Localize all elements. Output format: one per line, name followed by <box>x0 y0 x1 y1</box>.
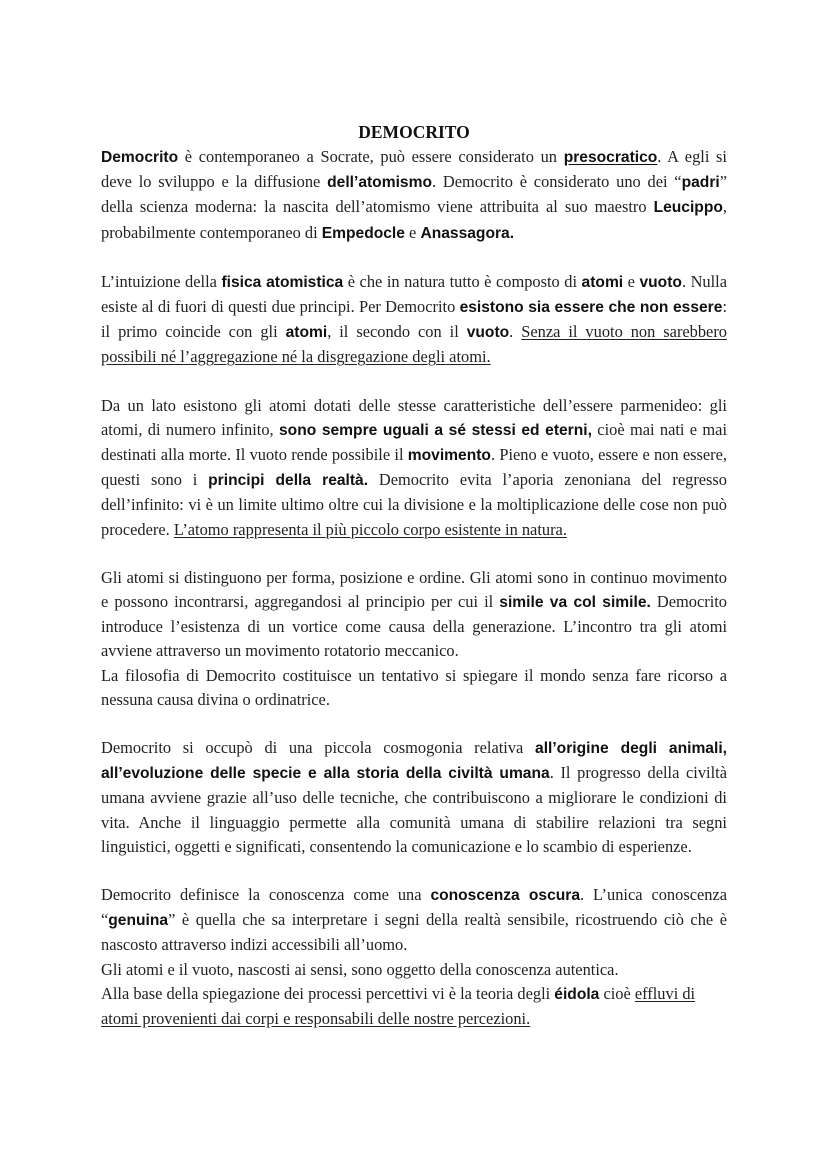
paragraph-filosofia-democrito: La filosofia di Democrito costituisce un tentativo si spiegare il mondo senza fare ricorso a nessuna causa divina o ordinatrice. <box>101 665 727 709</box>
bold-term: esistono sia essere che non essere <box>459 299 723 317</box>
bold-term: movimento <box>407 447 491 465</box>
bold-term: atomi <box>581 273 624 291</box>
bold-term: Anassagora. <box>420 224 515 242</box>
text-span: e <box>404 222 421 242</box>
bold-term: dell’atomismo <box>327 174 432 192</box>
text-span: . Il progresso della civiltà umana avviene grazie all’uso delle tecniche, che contribuiscono a migliorare le condizioni di vita. Anche il linguaggio permette alla comunità umana di stabilire relazioni tra segni linguistici, oggetti e significati, consentendo la comunicazione e lo scambio di esperienze. <box>101 763 727 856</box>
paragraph-democrito-intro <box>101 145 727 246</box>
text-span: è che in natura tutto è composto di <box>343 271 582 291</box>
bold-term: vuoto <box>639 273 682 291</box>
paragraph-atomi-eterni <box>101 394 727 542</box>
bold-term: vuoto <box>466 324 510 342</box>
text-span: : il primo coincide con gli <box>101 297 727 342</box>
text-span: . A egli si deve lo sviluppo e la diffusione <box>101 147 727 192</box>
paragraph-cosmogonia <box>101 736 727 859</box>
text-span: . Nulla esiste al di fuori di questi due principi. Per Democrito <box>101 271 727 317</box>
text-span: . Pieno e vuoto, essere e non essere, questi sono i <box>101 445 727 490</box>
bold-term: Democrito <box>101 149 179 166</box>
text-span: Democrito definisce la conoscenza come una <box>101 885 431 905</box>
text-span: , il secondo con il <box>327 322 467 342</box>
underlined-sentence: L’atomo rappresenta il più piccolo corpo esistente in natura. <box>173 519 567 539</box>
bold-term: fisica atomistica <box>221 273 344 291</box>
text-span: ” della scienza moderna: la nascita dell’atomismo viene attribuita al suo maestro <box>101 172 727 217</box>
text-span: , probabilmente contemporaneo di <box>101 197 727 242</box>
paragraph-atomi-vuoto-nascosti: Gli atomi e il vuoto, nascosti ai sensi, sono oggetto della conoscenza autentica. <box>101 959 619 979</box>
bold-term: atomi <box>285 324 328 342</box>
bold-term: padri <box>681 174 720 192</box>
text-span: . Democrito è considerato uno dei “ <box>431 172 682 192</box>
bold-underlined-term: presocratico <box>563 149 658 166</box>
text-span: è contemporaneo a Socrate, può essere considerato un <box>178 147 564 166</box>
paragraph-eidola <box>101 982 727 1031</box>
paragraph-forma-posizione-ordine <box>101 566 727 664</box>
document-title: DEMOCRITO <box>358 122 470 142</box>
text-span: Da un lato esistono gli atomi dotati delle stesse caratteristiche dell’essere parmenideo: gli atomi, di numero infinito, <box>101 395 727 439</box>
bold-term: Empedocle <box>321 224 405 242</box>
text-span: Democrito evita l’aporia zenoniana del regresso dell’infinito: vi è un limite ultimo oltre cui la divisione e la moltiplicazione delle cose non può procedere. <box>101 470 728 539</box>
text-span: cioè mai nati e mai destinati alla morte. Il vuoto rende possibile il <box>101 419 727 465</box>
paragraph-fisica-atomistica <box>101 270 727 370</box>
text-span: e <box>623 271 640 291</box>
underlined-sentence: Senza il vuoto non sarebbero possibili né l’aggregazione né la disgregazione degli atomi. <box>101 322 727 367</box>
text-span: ” è quella che sa interpretare i segni della realtà sensibile, ricostruendo ciò che è nascosto attraverso indizi accessibili all’uomo. <box>101 910 727 955</box>
bold-term: Leucippo <box>653 199 723 217</box>
text-span: . L’unica conoscenza “ <box>101 885 727 930</box>
underlined-sentence: effluvi di atomi provenienti dai corpi e responsabili delle nostre percezioni. <box>101 983 696 1029</box>
bold-term: éidola <box>554 985 600 1003</box>
text-span: Alla base della spiegazione dei processi percettivi vi è la teoria degli <box>101 983 555 1003</box>
text-span: . <box>509 322 522 342</box>
text-span: Gli atomi si distinguono per forma, posizione e ordine. Gli atomi sono in continuo movimento e possono incontrarsi, aggregandosi al principio per cui il <box>101 567 727 612</box>
bold-term: all’origine degli animali, all’evoluzione delle specie e alla storia della civiltà umana <box>101 740 727 783</box>
bold-term: genuina <box>108 912 169 930</box>
text-span: cioè <box>599 983 635 1003</box>
text-span: Democrito introduce l’esistenza di un vortice come causa della generazione. L’incontro tra gli atomi avviene attraverso un movimento rotatorio meccanico. <box>101 592 727 661</box>
text-span: Democrito si occupò di una piccola cosmogonia relativa <box>101 738 536 758</box>
document-page <box>101 120 727 1031</box>
bold-term: sono sempre uguali a sé stessi ed eterni, <box>279 421 592 439</box>
paragraph-conoscenza <box>101 883 727 958</box>
bold-term: principi della realtà. <box>208 472 369 490</box>
text-span: L’intuizione della <box>101 271 222 291</box>
bold-term: simile va col simile. <box>499 594 651 612</box>
bold-term: conoscenza oscura <box>430 887 581 905</box>
